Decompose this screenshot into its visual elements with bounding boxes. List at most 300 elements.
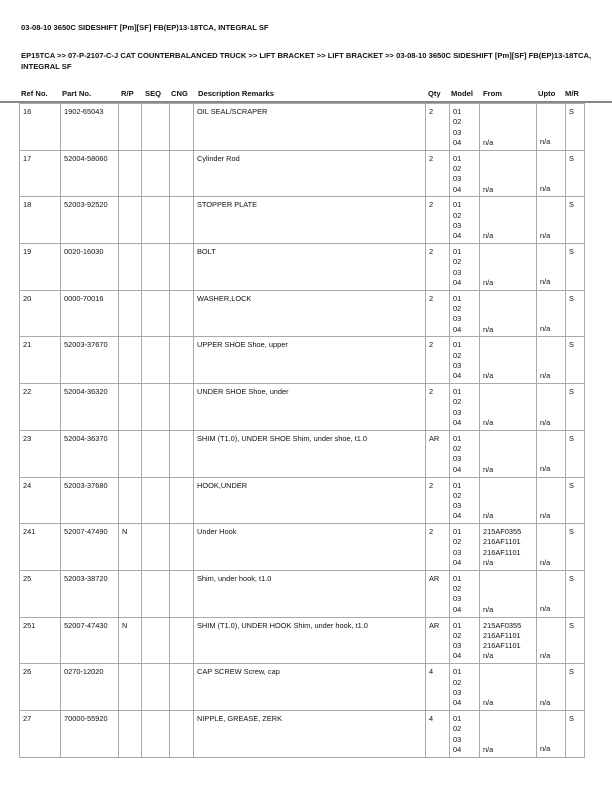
from-serial: [483, 154, 533, 164]
models: [450, 197, 480, 244]
from-serial: n/a: [483, 604, 494, 614]
qty: 2: [426, 477, 450, 524]
col-ref: Ref No.: [21, 89, 48, 98]
model-code: 04: [453, 744, 462, 754]
upto: [537, 617, 566, 664]
models: [450, 290, 480, 337]
upto-serial: n/a: [540, 697, 551, 707]
model-code: 04: [453, 184, 462, 194]
upto-serial: n/a: [540, 417, 551, 427]
seq: [142, 570, 170, 617]
description: WASHER,LOCK: [194, 290, 426, 337]
part-no: 52003-37680: [61, 477, 119, 524]
models: [450, 430, 480, 477]
seq: [142, 244, 170, 291]
from-serial: [483, 268, 533, 278]
upto-serial: n/a: [540, 184, 551, 194]
cng: [170, 104, 194, 151]
model-code: 03: [453, 454, 462, 464]
description: UNDER SHOE Shoe, under: [194, 384, 426, 431]
from-serial: [483, 128, 533, 138]
table-row: [20, 104, 585, 151]
from-serial: [483, 294, 533, 304]
from-serial: [483, 688, 533, 698]
from-serial: [483, 735, 533, 745]
model-code: 01: [453, 527, 462, 537]
from: [480, 477, 537, 524]
rp: N: [119, 617, 142, 664]
qty: 2: [426, 337, 450, 384]
models: [450, 664, 480, 711]
seq: [142, 710, 170, 757]
qty: AR: [426, 570, 450, 617]
table-row: [20, 570, 585, 617]
cng: [170, 664, 194, 711]
col-desc: Description Remarks: [198, 89, 274, 98]
page-title: 03-08-10 3650C SIDESHIFT [Pm][SF] FB(EP)13-18TCA, INTEGRAL SF: [21, 23, 269, 32]
model-code: 03: [453, 314, 462, 324]
from-serial: n/a: [483, 698, 494, 708]
upto-serial: n/a: [540, 604, 551, 614]
from-serial: [483, 174, 533, 184]
model-code: 02: [453, 490, 462, 500]
from-serial: n/a: [483, 558, 494, 568]
from-serial: [483, 584, 533, 594]
model-code: 04: [453, 698, 462, 708]
rp: [119, 570, 142, 617]
seq: [142, 197, 170, 244]
from-serial: [483, 340, 533, 350]
part-no: 52003-92520: [61, 197, 119, 244]
from-serial: [483, 408, 533, 418]
description: CAP SCREW Screw, cap: [194, 664, 426, 711]
model-code: 03: [453, 127, 462, 137]
mr: S: [566, 524, 585, 571]
qty: 4: [426, 664, 450, 711]
description: HOOK,UNDER: [194, 477, 426, 524]
from-serial: [483, 107, 533, 117]
qty: 2: [426, 290, 450, 337]
upto-serial: n/a: [540, 650, 551, 660]
model-code: 01: [453, 200, 462, 210]
models: [450, 617, 480, 664]
models: [450, 150, 480, 197]
upto: [537, 104, 566, 151]
from: [480, 337, 537, 384]
from-serial: [483, 444, 533, 454]
part-no: 0000-70016: [61, 290, 119, 337]
col-model: Model: [451, 89, 473, 98]
upto: [537, 710, 566, 757]
from-serial: 215AF0355: [483, 620, 522, 630]
parts-table: [19, 103, 585, 758]
model-code: 04: [453, 651, 462, 661]
from: [480, 150, 537, 197]
col-cng: CNG: [171, 89, 188, 98]
from-serial: [483, 304, 533, 314]
col-seq: SEQ: [145, 89, 162, 98]
model-code: 03: [453, 267, 462, 277]
from-serial: n/a: [483, 371, 494, 381]
mr: S: [566, 337, 585, 384]
seq: [142, 477, 170, 524]
from-serial: [483, 594, 533, 604]
ref-no: 241: [20, 524, 61, 571]
models: [450, 244, 480, 291]
rp: [119, 290, 142, 337]
mr: S: [566, 244, 585, 291]
rp: N: [119, 524, 142, 571]
from-serial: 216AF1101: [483, 630, 521, 640]
qty: 2: [426, 197, 450, 244]
breadcrumb: EP15TCA >> 07-P-2107-C-J CAT COUNTERBALANCED TRUCK >> LIFT BRACKET >> LIFT BRACKET >> 03-08-10 3650C SIDESHIFT [Pm][SF] FB(EP)13-18TCA, INTEGRAL SF: [21, 51, 592, 71]
ref-no: 22: [20, 384, 61, 431]
description: SHIM (T1.0), UNDER SHOE Shim, under shoe, t1.0: [194, 430, 426, 477]
from-serial: [483, 714, 533, 724]
seq: [142, 664, 170, 711]
description: Shim, under hook, t1.0: [194, 570, 426, 617]
upto-serial: n/a: [540, 277, 551, 287]
col-rp: R/P: [121, 89, 134, 98]
col-mr: M/R: [565, 89, 579, 98]
description: Cylinder Rod: [194, 150, 426, 197]
qty: AR: [426, 430, 450, 477]
table-row: [20, 384, 585, 431]
cng: [170, 337, 194, 384]
qty: 2: [426, 244, 450, 291]
seq: [142, 430, 170, 477]
from-serial: [483, 724, 533, 734]
from-serial: n/a: [483, 651, 494, 661]
model-code: 01: [453, 573, 462, 583]
model-code: 02: [453, 210, 462, 220]
upto: [537, 244, 566, 291]
upto: [537, 664, 566, 711]
from-serial: [483, 314, 533, 324]
mr: S: [566, 290, 585, 337]
upto: [537, 150, 566, 197]
table-row: [20, 524, 585, 571]
model-code: 03: [453, 687, 462, 697]
from-serial: [483, 200, 533, 210]
model-code: 03: [453, 407, 462, 417]
rp: [119, 664, 142, 711]
from-serial: [483, 454, 533, 464]
upto-serial: n/a: [540, 324, 551, 334]
mr: S: [566, 384, 585, 431]
from-serial: [483, 164, 533, 174]
from-serial: [483, 397, 533, 407]
from: [480, 104, 537, 151]
table-row: [20, 430, 585, 477]
from-serial: 216AF1101: [483, 537, 521, 547]
part-no: 52007-47490: [61, 524, 119, 571]
upto-serial: n/a: [540, 370, 551, 380]
upto: [537, 524, 566, 571]
model-code: 02: [453, 163, 462, 173]
model-code: 04: [453, 324, 462, 334]
rp: [119, 337, 142, 384]
ref-no: 17: [20, 150, 61, 197]
part-no: 0270-12020: [61, 664, 119, 711]
upto: [537, 197, 566, 244]
model-code: 02: [453, 304, 462, 314]
cng: [170, 710, 194, 757]
models: [450, 524, 480, 571]
rp: [119, 244, 142, 291]
rp: [119, 150, 142, 197]
model-code: 04: [453, 277, 462, 287]
model-code: 02: [453, 724, 462, 734]
from: [480, 710, 537, 757]
model-code: 04: [453, 604, 462, 614]
ref-no: 20: [20, 290, 61, 337]
model-code: 01: [453, 247, 462, 257]
model-code: 02: [453, 444, 462, 454]
model-code: 01: [453, 153, 462, 163]
mr: S: [566, 477, 585, 524]
model-code: 01: [453, 713, 462, 723]
upto: [537, 477, 566, 524]
from-serial: n/a: [483, 464, 494, 474]
description: UPPER SHOE Shoe, upper: [194, 337, 426, 384]
model-code: 03: [453, 547, 462, 557]
from-serial: [483, 247, 533, 257]
mr: S: [566, 197, 585, 244]
from: [480, 384, 537, 431]
model-code: 03: [453, 501, 462, 511]
model-code: 04: [453, 231, 462, 241]
model-code: 01: [453, 340, 462, 350]
model-code: 03: [453, 174, 462, 184]
col-part: Part No.: [62, 89, 92, 98]
from-serial: [483, 221, 533, 231]
part-no: 52007-47430: [61, 617, 119, 664]
model-code: 02: [453, 584, 462, 594]
from-serial: n/a: [483, 277, 494, 287]
qty: 2: [426, 150, 450, 197]
from-serial: n/a: [483, 324, 494, 334]
from-serial: [483, 351, 533, 361]
table-row: [20, 290, 585, 337]
model-code: 04: [453, 137, 462, 147]
qty: 2: [426, 384, 450, 431]
seq: [142, 337, 170, 384]
model-code: 01: [453, 620, 462, 630]
ref-no: 19: [20, 244, 61, 291]
rp: [119, 384, 142, 431]
from: [480, 244, 537, 291]
model-code: 01: [453, 433, 462, 443]
from: [480, 197, 537, 244]
table-header: [0, 89, 612, 101]
from-serial: [483, 257, 533, 267]
seq: [142, 290, 170, 337]
from-serial: [483, 387, 533, 397]
model-code: 02: [453, 257, 462, 267]
table-row: [20, 710, 585, 757]
table-row: [20, 664, 585, 711]
upto-serial: n/a: [540, 137, 551, 147]
from-serial: n/a: [483, 231, 494, 241]
model-code: 02: [453, 630, 462, 640]
mr: S: [566, 430, 585, 477]
cng: [170, 477, 194, 524]
upto-serial: n/a: [540, 464, 551, 474]
from: [480, 570, 537, 617]
cng: [170, 150, 194, 197]
model-code: 02: [453, 397, 462, 407]
part-no: 1902-65043: [61, 104, 119, 151]
upto: [537, 570, 566, 617]
upto-serial: n/a: [540, 510, 551, 520]
from-serial: [483, 501, 533, 511]
from-serial: 216AF1101: [483, 547, 521, 557]
from-serial: [483, 434, 533, 444]
models: [450, 570, 480, 617]
ref-no: 25: [20, 570, 61, 617]
mr: S: [566, 617, 585, 664]
seq: [142, 524, 170, 571]
mr: S: [566, 150, 585, 197]
cng: [170, 617, 194, 664]
from-serial: n/a: [483, 418, 494, 428]
from-serial: [483, 574, 533, 584]
qty: AR: [426, 617, 450, 664]
rp: [119, 430, 142, 477]
ref-no: 21: [20, 337, 61, 384]
part-no: 0020-16030: [61, 244, 119, 291]
table-row: [20, 617, 585, 664]
cng: [170, 430, 194, 477]
model-code: 04: [453, 371, 462, 381]
model-code: 01: [453, 667, 462, 677]
from-serial: n/a: [483, 744, 494, 754]
models: [450, 104, 480, 151]
from-serial: 216AF1101: [483, 641, 521, 651]
model-code: 03: [453, 361, 462, 371]
table-row: [20, 477, 585, 524]
cng: [170, 524, 194, 571]
mr: S: [566, 104, 585, 151]
cng: [170, 290, 194, 337]
qty: 2: [426, 524, 450, 571]
model-code: 03: [453, 641, 462, 651]
from-serial: [483, 361, 533, 371]
rp: [119, 710, 142, 757]
from: [480, 430, 537, 477]
ref-no: 16: [20, 104, 61, 151]
model-code: 01: [453, 480, 462, 490]
table-row: [20, 197, 585, 244]
from: [480, 524, 537, 571]
ref-no: 251: [20, 617, 61, 664]
from-serial: [483, 667, 533, 677]
model-code: 01: [453, 387, 462, 397]
part-no: 52003-38720: [61, 570, 119, 617]
description: SHIM (T1.0), UNDER HOOK Shim, under hook, t1.0: [194, 617, 426, 664]
qty: 2: [426, 104, 450, 151]
description: STOPPER PLATE: [194, 197, 426, 244]
col-from: From: [483, 89, 502, 98]
ref-no: 18: [20, 197, 61, 244]
mr: S: [566, 664, 585, 711]
model-code: 02: [453, 117, 462, 127]
seq: [142, 150, 170, 197]
seq: [142, 384, 170, 431]
seq: [142, 617, 170, 664]
part-no: 52004-58060: [61, 150, 119, 197]
part-no: 52003-37670: [61, 337, 119, 384]
from-serial: [483, 481, 533, 491]
upto: [537, 337, 566, 384]
table-row: [20, 150, 585, 197]
cng: [170, 197, 194, 244]
models: [450, 710, 480, 757]
col-qty: Qty: [428, 89, 441, 98]
qty: 4: [426, 710, 450, 757]
col-upto: Upto: [538, 89, 556, 98]
model-code: 04: [453, 418, 462, 428]
cng: [170, 244, 194, 291]
ref-no: 26: [20, 664, 61, 711]
models: [450, 477, 480, 524]
ref-no: 23: [20, 430, 61, 477]
ref-no: 24: [20, 477, 61, 524]
upto-serial: n/a: [540, 230, 551, 240]
from-serial: [483, 491, 533, 501]
part-no: 52004-36370: [61, 430, 119, 477]
model-code: 01: [453, 293, 462, 303]
from-serial: n/a: [483, 137, 494, 147]
description: NIPPLE, GREASE, ZERK: [194, 710, 426, 757]
from-serial: [483, 117, 533, 127]
cng: [170, 570, 194, 617]
from: [480, 290, 537, 337]
upto: [537, 430, 566, 477]
model-code: 04: [453, 558, 462, 568]
ref-no: 27: [20, 710, 61, 757]
seq: [142, 104, 170, 151]
upto-serial: n/a: [540, 744, 551, 754]
models: [450, 337, 480, 384]
model-code: 03: [453, 220, 462, 230]
rp: [119, 197, 142, 244]
model-code: 02: [453, 677, 462, 687]
description: Under Hook: [194, 524, 426, 571]
models: [450, 384, 480, 431]
model-code: 03: [453, 734, 462, 744]
from: [480, 617, 537, 664]
from-serial: [483, 678, 533, 688]
upto: [537, 384, 566, 431]
upto: [537, 290, 566, 337]
model-code: 02: [453, 350, 462, 360]
from-serial: n/a: [483, 184, 494, 194]
table-row: [20, 244, 585, 291]
model-code: 01: [453, 107, 462, 116]
rp: [119, 104, 142, 151]
model-code: 04: [453, 464, 462, 474]
mr: S: [566, 710, 585, 757]
from-serial: 215AF0355: [483, 527, 522, 537]
table-row: [20, 337, 585, 384]
mr: S: [566, 570, 585, 617]
model-code: 04: [453, 511, 462, 521]
part-no: 70000-55920: [61, 710, 119, 757]
upto-serial: n/a: [540, 557, 551, 567]
model-code: 02: [453, 537, 462, 547]
